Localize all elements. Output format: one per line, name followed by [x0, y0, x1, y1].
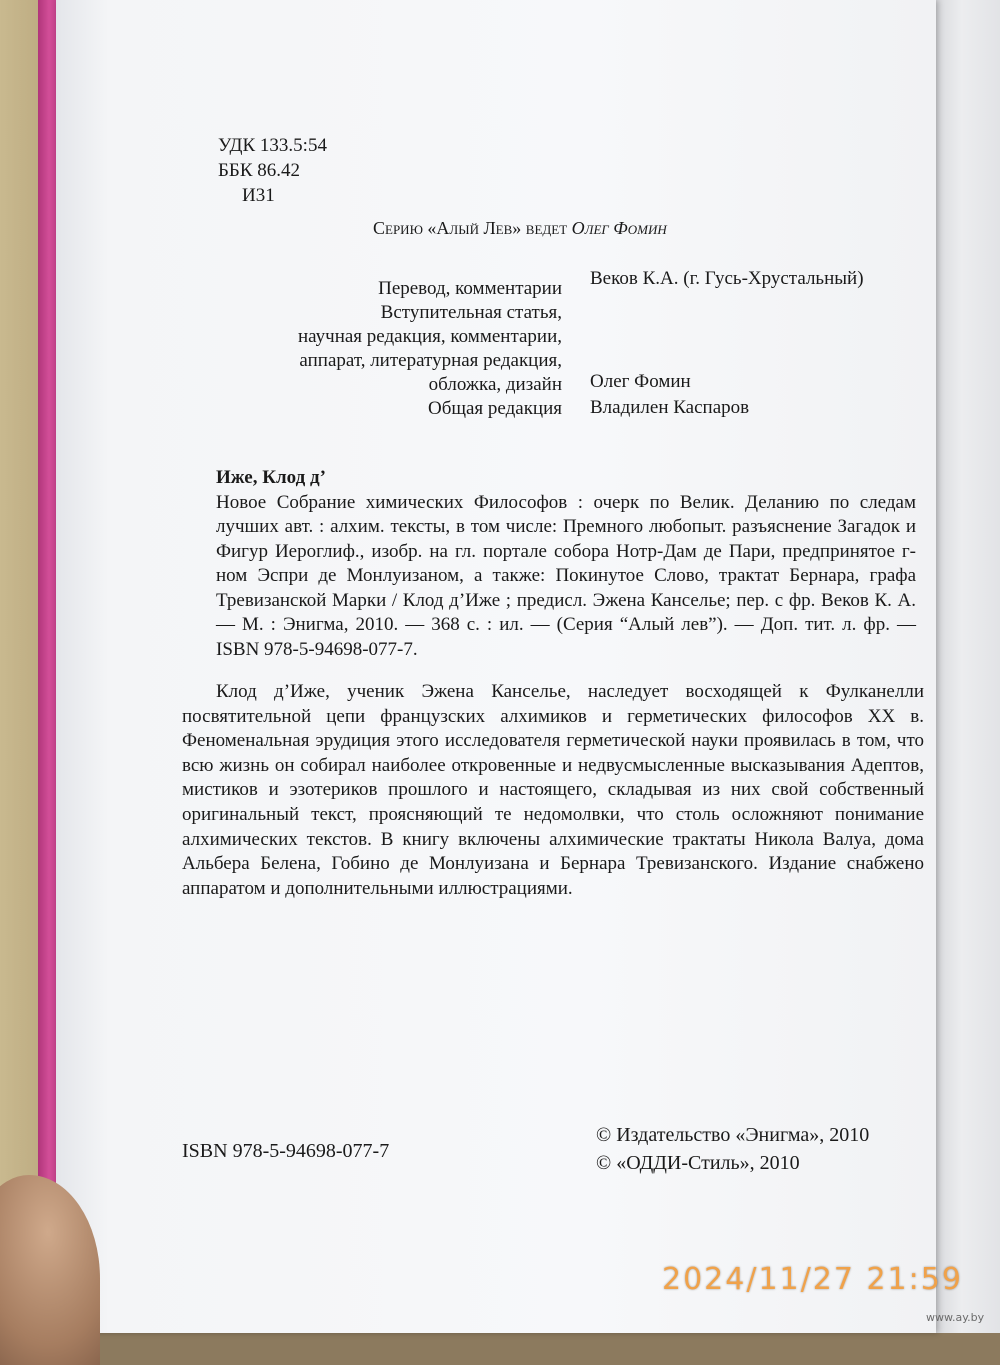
series-editor: Олег Фомин — [571, 218, 667, 238]
credit-role: научная редакция, комментарии, — [298, 326, 562, 347]
bbk-code: ББК 86.42 — [218, 160, 300, 181]
copyright-line: © «ОДДИ-Стиль», 2010 — [596, 1152, 800, 1174]
udk-code: УДК 133.5:54 — [218, 135, 327, 156]
credit-role: аппарат, литературная редакция, — [299, 350, 562, 371]
credit-role: Вступительная статья, — [380, 302, 562, 323]
book-annotation: Клод д’Иже, ученик Эжена Канселье, наследует восходящей к Фулканелли посвятительной цепи французских алхимиков и герметических философов XX в. Феноменальная эрудиция этого исследователя герметической науки проявилась в том, что всю жизнь он собирал наиболее откровенные и недвусмысленные высказывания Адептов, мистиков и эзотериков прошлого и настоящего, складывая из них свой собственный оригинальный текст, проясняющий те недомолвки, что столь осложняют понимание алхимических текстов. В книгу включены алхимические трактаты Никола Валуа, дома Альбера Белена, Гобино де Монлуизана и Бернара Тревизанского. Издание снабжено аппаратом и дополнительными иллюстрациями. — [182, 681, 924, 899]
credit-role: обложка, дизайн — [428, 374, 562, 395]
site-watermark: www.ay.by — [926, 1311, 985, 1324]
photo-timestamp: 2024/11/27 21:59 — [662, 1262, 963, 1297]
author-mark: И31 — [242, 185, 275, 206]
credit-role: Общая редакция — [427, 398, 562, 419]
credit-role: Перевод, комментарии — [378, 278, 562, 299]
series-prefix: Серию «Алый Лев» ведет — [373, 218, 568, 238]
credit-person: Олег Фомин — [590, 371, 691, 392]
series-line — [373, 218, 667, 239]
isbn: ISBN 978-5-94698-077-7 — [182, 1140, 390, 1162]
page-edge-right — [936, 0, 1000, 1333]
copyright-line: © Издательство «Энигма», 2010 — [596, 1124, 870, 1146]
record-author: Иже, Клод д’ — [216, 467, 326, 488]
credit-person: Веков К.А. (г. Гусь-Хрустальный) — [590, 268, 864, 289]
record-description: Новое Собрание химических Философов : очерк по Велик. Деланию по следам лучших авт. : алхим. тексты, в том числе: Премного любопыт. разъяснение Загадок и Фигур Иероглиф., изобр. на гл. портале собора Нотр-Дам де Пари, предпринятое г-ном Эспри де Монлуизаном, а также: Покинутое Слово, трактат Бернара, графа Тревизанской Марки / Клод д’Иже ; предисл. Эжена Канселье; пер. с фр. Веков К. А. — М. : Энигма, 2010. — 368 с. : ил. — (Серия “Алый лев”). — Доп. тит. л. фр. — ISBN 978-5-94698-077-7. — [216, 491, 916, 660]
credit-person: Владилен Каспаров — [590, 397, 750, 418]
bibliographic-record — [216, 466, 916, 662]
